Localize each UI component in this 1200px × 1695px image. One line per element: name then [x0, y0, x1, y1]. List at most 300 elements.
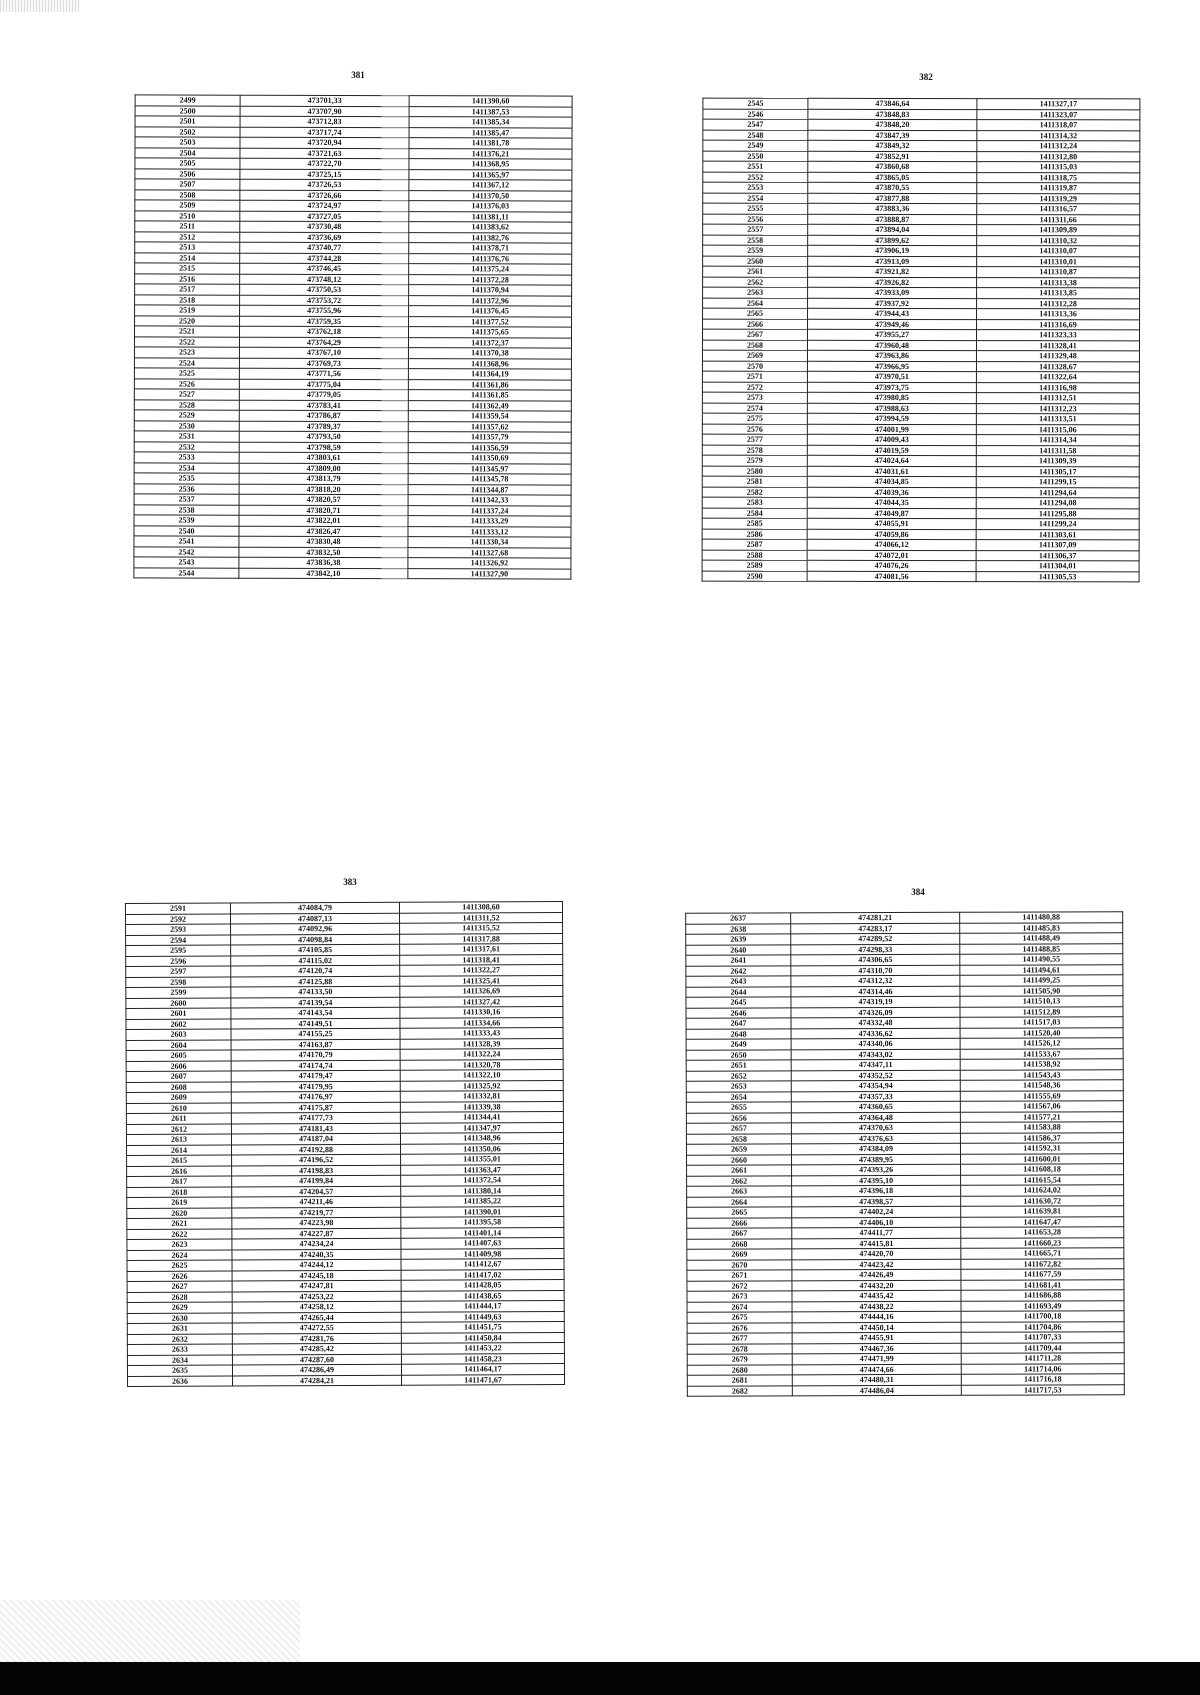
- y-coordinate-cell: 1411357,62: [408, 421, 571, 432]
- y-coordinate-cell: 1411363,47: [401, 1164, 564, 1175]
- y-coordinate-cell: 1411370,38: [408, 348, 571, 359]
- x-coordinate-cell: 473779,05: [239, 389, 408, 400]
- y-coordinate-cell: 1411450,84: [401, 1332, 564, 1343]
- y-coordinate-cell: 1411317,88: [400, 933, 563, 944]
- y-coordinate-cell: 1411368,95: [409, 159, 572, 170]
- coordinates-table-383: [125, 901, 565, 1387]
- x-coordinate-cell: 474001,99: [807, 424, 976, 435]
- y-coordinate-cell: 1411365,97: [409, 169, 572, 180]
- y-coordinate-cell: 1411709,44: [961, 1342, 1124, 1353]
- point-number-cell: 2576: [702, 424, 807, 435]
- point-number-cell: 2594: [126, 934, 231, 945]
- point-number-cell: 2681: [687, 1375, 792, 1386]
- point-number-cell: 2611: [126, 1113, 231, 1124]
- point-number-cell: 2682: [687, 1385, 792, 1396]
- page-number-383: 383: [343, 877, 357, 887]
- point-number-cell: 2536: [134, 483, 239, 494]
- x-coordinate-cell: 473963,86: [807, 350, 976, 361]
- x-coordinate-cell: 473722,70: [240, 158, 409, 169]
- x-coordinate-cell: 474227,87: [232, 1228, 401, 1239]
- table-row: [702, 382, 1139, 393]
- table-row: [702, 466, 1139, 477]
- y-coordinate-cell: 1411312,51: [976, 393, 1139, 404]
- x-coordinate-cell: 474087,13: [230, 913, 399, 924]
- x-coordinate-cell: 473877,88: [808, 193, 977, 204]
- y-coordinate-cell: 1411499,25: [960, 975, 1123, 986]
- point-number-cell: 2543: [134, 557, 239, 568]
- x-coordinate-cell: 474306,65: [791, 954, 960, 965]
- point-number-cell: 2540: [134, 525, 239, 536]
- x-coordinate-cell: 473860,68: [808, 161, 977, 172]
- x-coordinate-cell: 473755,96: [240, 305, 409, 316]
- y-coordinate-cell: 1411344,41: [400, 1112, 563, 1123]
- point-number-cell: 2572: [702, 382, 807, 393]
- x-coordinate-cell: 474125,88: [231, 976, 400, 987]
- x-coordinate-cell: 473767,10: [239, 347, 408, 358]
- x-coordinate-cell: 474175,87: [231, 1102, 400, 1113]
- x-coordinate-cell: 474223,98: [232, 1217, 401, 1228]
- table-row: [703, 182, 1140, 193]
- point-number-cell: 2502: [135, 126, 240, 137]
- point-number-cell: 2575: [702, 413, 807, 424]
- point-number-cell: 2678: [687, 1343, 792, 1354]
- table-row: [702, 539, 1139, 550]
- point-number-cell: 2550: [703, 151, 808, 162]
- coordinates-table-384: [685, 911, 1125, 1397]
- x-coordinate-cell: 473830,48: [239, 536, 408, 547]
- y-coordinate-cell: 1411653,28: [961, 1227, 1124, 1238]
- point-number-cell: 2589: [702, 560, 807, 571]
- point-number-cell: 2628: [127, 1291, 232, 1302]
- x-coordinate-cell: 474234,24: [232, 1238, 401, 1249]
- point-number-cell: 2629: [127, 1302, 232, 1313]
- y-coordinate-cell: 1411376,76: [409, 253, 572, 264]
- point-number-cell: 2531: [134, 431, 239, 442]
- y-coordinate-cell: 1411327,17: [977, 99, 1140, 110]
- point-number-cell: 2558: [703, 235, 808, 246]
- x-coordinate-cell: 473721,63: [240, 148, 409, 159]
- y-coordinate-cell: 1411714,06: [961, 1363, 1124, 1374]
- y-coordinate-cell: 1411428,05: [401, 1280, 564, 1291]
- point-number-cell: 2574: [702, 403, 807, 414]
- y-coordinate-cell: 1411310,87: [977, 267, 1140, 278]
- point-number-cell: 2571: [702, 371, 807, 382]
- point-number-cell: 2564: [703, 298, 808, 309]
- y-coordinate-cell: 1411453,22: [401, 1343, 564, 1354]
- y-coordinate-cell: 1411555,69: [960, 1090, 1123, 1101]
- table-row: [128, 1374, 565, 1386]
- x-coordinate-cell: 474177,73: [231, 1112, 400, 1123]
- y-coordinate-cell: 1411312,24: [977, 141, 1140, 152]
- x-coordinate-cell: 473813,79: [239, 473, 408, 484]
- point-number-cell: 2665: [687, 1207, 792, 1218]
- y-coordinate-cell: 1411310,07: [977, 246, 1140, 257]
- y-coordinate-cell: 1411319,29: [977, 193, 1140, 204]
- point-number-cell: 2635: [127, 1365, 232, 1376]
- point-number-cell: 2573: [702, 392, 807, 403]
- point-number-cell: 2554: [703, 193, 808, 204]
- y-coordinate-cell: 1411543,43: [960, 1069, 1123, 1080]
- y-coordinate-cell: 1411376,21: [409, 148, 572, 159]
- point-number-cell: 2555: [703, 203, 808, 214]
- y-coordinate-cell: 1411342,33: [408, 495, 571, 506]
- x-coordinate-cell: 473955,27: [808, 329, 977, 340]
- point-number-cell: 2653: [686, 1081, 791, 1092]
- y-coordinate-cell: 1411316,98: [976, 382, 1139, 393]
- point-number-cell: 2650: [686, 1049, 791, 1060]
- y-coordinate-cell: 1411334,66: [400, 1017, 563, 1028]
- table-row: [703, 266, 1140, 277]
- point-number-cell: 2545: [703, 98, 808, 109]
- x-coordinate-cell: 474474,66: [792, 1364, 961, 1375]
- point-number-cell: 2632: [127, 1333, 232, 1344]
- y-coordinate-cell: 1411318,75: [977, 172, 1140, 183]
- point-number-cell: 2551: [703, 161, 808, 172]
- x-coordinate-cell: 473847,39: [808, 130, 977, 141]
- point-number-cell: 2524: [134, 357, 239, 368]
- y-coordinate-cell: 1411320,78: [400, 1059, 563, 1070]
- table-row: [703, 193, 1140, 204]
- table-row: [703, 235, 1140, 246]
- y-coordinate-cell: 1411322,10: [400, 1070, 563, 1081]
- y-coordinate-cell: 1411339,38: [400, 1101, 563, 1112]
- y-coordinate-cell: 1411660,23: [961, 1237, 1124, 1248]
- y-coordinate-cell: 1411294,08: [976, 498, 1139, 509]
- x-coordinate-cell: 473883,36: [808, 203, 977, 214]
- point-number-cell: 2585: [702, 518, 807, 529]
- table-row: [703, 277, 1140, 288]
- table-row: [702, 571, 1139, 582]
- point-number-cell: 2529: [134, 410, 239, 421]
- point-number-cell: 2670: [687, 1259, 792, 1270]
- table-row: [703, 203, 1140, 214]
- y-coordinate-cell: 1411412,67: [401, 1259, 564, 1270]
- y-coordinate-cell: 1411458,23: [401, 1353, 564, 1364]
- point-number-cell: 2654: [686, 1091, 791, 1102]
- x-coordinate-cell: 474444,16: [792, 1311, 961, 1322]
- point-number-cell: 2601: [126, 1008, 231, 1019]
- y-coordinate-cell: 1411315,06: [976, 424, 1139, 435]
- y-coordinate-cell: 1411380,14: [401, 1185, 564, 1196]
- y-coordinate-cell: 1411381,11: [409, 211, 572, 222]
- point-number-cell: 2527: [134, 389, 239, 400]
- x-coordinate-cell: 473944,43: [808, 308, 977, 319]
- y-coordinate-cell: 1411333,12: [408, 526, 571, 537]
- table-row: [703, 172, 1140, 183]
- point-number-cell: 2620: [127, 1207, 232, 1218]
- y-coordinate-cell: 1411305,53: [976, 571, 1139, 582]
- y-coordinate-cell: 1411538,92: [960, 1059, 1123, 1070]
- x-coordinate-cell: 473848,20: [808, 119, 977, 130]
- x-coordinate-cell: 473846,64: [808, 98, 977, 109]
- x-coordinate-cell: 474019,59: [807, 445, 976, 456]
- x-coordinate-cell: 474059,86: [807, 529, 976, 540]
- x-coordinate-cell: 474360,65: [791, 1101, 960, 1112]
- x-coordinate-cell: 473701,33: [240, 95, 409, 106]
- point-number-cell: 2582: [702, 487, 807, 498]
- y-coordinate-cell: 1411494,61: [960, 964, 1123, 975]
- y-coordinate-cell: 1411348,96: [400, 1133, 563, 1144]
- point-number-cell: 2642: [686, 965, 791, 976]
- y-coordinate-cell: 1411390,01: [401, 1206, 564, 1217]
- y-coordinate-cell: 1411677,59: [961, 1269, 1124, 1280]
- y-coordinate-cell: 1411362,49: [408, 400, 571, 411]
- y-coordinate-cell: 1411438,65: [401, 1290, 564, 1301]
- point-number-cell: 2675: [687, 1312, 792, 1323]
- point-number-cell: 2625: [127, 1260, 232, 1271]
- point-number-cell: 2596: [126, 955, 231, 966]
- table-row: [702, 497, 1139, 508]
- y-coordinate-cell: 1411385,34: [409, 117, 572, 128]
- point-number-cell: 2679: [687, 1354, 792, 1365]
- point-number-cell: 2537: [134, 494, 239, 505]
- y-coordinate-cell: 1411326,69: [400, 986, 563, 997]
- y-coordinate-cell: 1411314,34: [976, 435, 1139, 446]
- point-number-cell: 2647: [686, 1018, 791, 1029]
- y-coordinate-cell: 1411647,47: [961, 1216, 1124, 1227]
- x-coordinate-cell: 474289,52: [791, 933, 960, 944]
- point-number-cell: 2608: [126, 1081, 231, 1092]
- x-coordinate-cell: 474389,95: [792, 1154, 961, 1165]
- x-coordinate-cell: 473848,83: [808, 109, 977, 120]
- point-number-cell: 2657: [686, 1123, 791, 1134]
- y-coordinate-cell: 1411600,01: [960, 1153, 1123, 1164]
- point-number-cell: 2648: [686, 1028, 791, 1039]
- x-coordinate-cell: 474034,85: [807, 476, 976, 487]
- point-number-cell: 2586: [702, 529, 807, 540]
- point-number-cell: 2515: [135, 263, 240, 274]
- x-coordinate-cell: 474406,10: [792, 1217, 961, 1228]
- point-number-cell: 2547: [703, 119, 808, 130]
- point-number-cell: 2630: [127, 1312, 232, 1323]
- scan-border: [0, 1662, 1200, 1695]
- point-number-cell: 2580: [702, 466, 807, 477]
- x-coordinate-cell: 473933,09: [808, 287, 977, 298]
- point-number-cell: 2641: [686, 955, 791, 966]
- point-number-cell: 2539: [134, 515, 239, 526]
- table-row: [703, 308, 1140, 319]
- point-number-cell: 2593: [126, 924, 231, 935]
- x-coordinate-cell: 473888,87: [808, 214, 977, 225]
- y-coordinate-cell: 1411330,16: [400, 1007, 563, 1018]
- y-coordinate-cell: 1411615,54: [961, 1174, 1124, 1185]
- table-row: [702, 455, 1139, 466]
- x-coordinate-cell: 474376,63: [791, 1133, 960, 1144]
- x-coordinate-cell: 473921,82: [808, 266, 977, 277]
- x-coordinate-cell: 473759,35: [240, 316, 409, 327]
- y-coordinate-cell: 1411608,18: [961, 1164, 1124, 1175]
- y-coordinate-cell: 1411390,60: [409, 96, 572, 107]
- table-row: [687, 1384, 1124, 1396]
- y-coordinate-cell: 1411313,51: [976, 414, 1139, 425]
- point-number-cell: 2560: [703, 256, 808, 267]
- point-number-cell: 2535: [134, 473, 239, 484]
- point-number-cell: 2534: [134, 462, 239, 473]
- page-number-381: 381: [351, 70, 365, 80]
- point-number-cell: 2541: [134, 536, 239, 547]
- x-coordinate-cell: 473750,53: [240, 284, 409, 295]
- x-coordinate-cell: 473937,92: [808, 298, 977, 309]
- y-coordinate-cell: 1411526,12: [960, 1038, 1123, 1049]
- x-coordinate-cell: 474024,64: [807, 455, 976, 466]
- y-coordinate-cell: 1411717,53: [961, 1384, 1124, 1395]
- y-coordinate-cell: 1411328,67: [976, 361, 1139, 372]
- x-coordinate-cell: 473894,04: [808, 224, 977, 235]
- point-number-cell: 2512: [135, 231, 240, 242]
- x-coordinate-cell: 473832,50: [239, 547, 408, 558]
- point-number-cell: 2599: [126, 987, 231, 998]
- y-coordinate-cell: 1411313,38: [977, 277, 1140, 288]
- point-number-cell: 2577: [702, 434, 807, 445]
- point-number-cell: 2627: [127, 1281, 232, 1292]
- x-coordinate-cell: 474298,33: [791, 944, 960, 955]
- table-row: [702, 350, 1139, 361]
- point-number-cell: 2583: [702, 497, 807, 508]
- x-coordinate-cell: 474192,88: [232, 1144, 401, 1155]
- y-coordinate-cell: 1411309,39: [976, 456, 1139, 467]
- table-row: [702, 445, 1139, 456]
- table-row: [703, 109, 1140, 120]
- point-number-cell: 2652: [686, 1070, 791, 1081]
- y-coordinate-cell: 1411490,55: [960, 954, 1123, 965]
- y-coordinate-cell: 1411295,88: [976, 508, 1139, 519]
- point-number-cell: 2526: [134, 378, 239, 389]
- y-coordinate-cell: 1411308,60: [399, 902, 562, 913]
- y-coordinate-cell: 1411381,78: [409, 138, 572, 149]
- point-number-cell: 2637: [686, 913, 791, 924]
- x-coordinate-cell: 474450,14: [792, 1322, 961, 1333]
- x-coordinate-cell: 474258,12: [232, 1301, 401, 1312]
- coordinates-table-381: [133, 94, 572, 579]
- y-coordinate-cell: 1411327,42: [400, 996, 563, 1007]
- y-coordinate-cell: 1411370,50: [409, 190, 572, 201]
- point-number-cell: 2579: [702, 455, 807, 466]
- y-coordinate-cell: 1411583,88: [960, 1122, 1123, 1133]
- y-coordinate-cell: 1411316,57: [977, 204, 1140, 215]
- x-coordinate-cell: 474286,49: [232, 1364, 401, 1375]
- x-coordinate-cell: 473803,61: [239, 452, 408, 463]
- y-coordinate-cell: 1411520,40: [960, 1027, 1123, 1038]
- y-coordinate-cell: 1411407,63: [401, 1238, 564, 1249]
- x-coordinate-cell: 474467,36: [792, 1343, 961, 1354]
- point-number-cell: 2542: [134, 546, 239, 557]
- x-coordinate-cell: 474219,77: [232, 1207, 401, 1218]
- x-coordinate-cell: 473762,18: [240, 326, 409, 337]
- point-number-cell: 2519: [135, 305, 240, 316]
- x-coordinate-cell: 474179,95: [231, 1081, 400, 1092]
- point-number-cell: 2640: [686, 944, 791, 955]
- point-number-cell: 2646: [686, 1007, 791, 1018]
- point-number-cell: 2662: [687, 1175, 792, 1186]
- point-number-cell: 2587: [702, 539, 807, 550]
- x-coordinate-cell: 474143,54: [231, 1007, 400, 1018]
- x-coordinate-cell: 474076,26: [807, 560, 976, 571]
- x-coordinate-cell: 474181,43: [231, 1123, 400, 1134]
- point-number-cell: 2612: [126, 1123, 231, 1134]
- y-coordinate-cell: 1411318,41: [400, 954, 563, 965]
- point-number-cell: 2532: [134, 441, 239, 452]
- y-coordinate-cell: 1411704,86: [961, 1321, 1124, 1332]
- y-coordinate-cell: 1411409,98: [401, 1248, 564, 1259]
- point-number-cell: 2591: [125, 903, 230, 914]
- x-coordinate-cell: 473771,56: [239, 368, 408, 379]
- point-number-cell: 2656: [686, 1112, 791, 1123]
- point-number-cell: 2506: [135, 168, 240, 179]
- y-coordinate-cell: 1411401,14: [401, 1227, 564, 1238]
- x-coordinate-cell: 474402,24: [792, 1206, 961, 1217]
- x-coordinate-cell: 474480,31: [792, 1374, 961, 1385]
- x-coordinate-cell: 474283,17: [791, 923, 960, 934]
- y-coordinate-cell: 1411361,86: [408, 379, 571, 390]
- x-coordinate-cell: 474284,21: [233, 1375, 402, 1386]
- x-coordinate-cell: 473966,95: [807, 361, 976, 372]
- point-number-cell: 2604: [126, 1039, 231, 1050]
- x-coordinate-cell: 474098,84: [231, 934, 400, 945]
- table-row: [702, 413, 1139, 424]
- x-coordinate-cell: 474031,61: [807, 466, 976, 477]
- x-coordinate-cell: 474115,02: [231, 955, 400, 966]
- y-coordinate-cell: 1411488,85: [960, 943, 1123, 954]
- y-coordinate-cell: 1411325,41: [400, 975, 563, 986]
- point-number-cell: 2619: [127, 1197, 232, 1208]
- table-row: [702, 487, 1139, 498]
- y-coordinate-cell: 1411471,67: [402, 1374, 565, 1385]
- x-coordinate-cell: 474281,21: [791, 912, 960, 923]
- point-number-cell: 2567: [703, 329, 808, 340]
- point-number-cell: 2544: [134, 567, 239, 578]
- y-coordinate-cell: 1411449,63: [401, 1311, 564, 1322]
- y-coordinate-cell: 1411693,49: [961, 1300, 1124, 1311]
- x-coordinate-cell: 474393,26: [792, 1164, 961, 1175]
- point-number-cell: 2623: [127, 1239, 232, 1250]
- table-row: [134, 567, 571, 579]
- x-coordinate-cell: 474352,52: [791, 1070, 960, 1081]
- y-coordinate-cell: 1411567,06: [960, 1101, 1123, 1112]
- y-coordinate-cell: 1411310,32: [977, 235, 1140, 246]
- point-number-cell: 2556: [703, 214, 808, 225]
- y-coordinate-cell: 1411327,68: [408, 547, 571, 558]
- point-number-cell: 2617: [127, 1176, 232, 1187]
- x-coordinate-cell: 474347,11: [791, 1059, 960, 1070]
- point-number-cell: 2672: [687, 1280, 792, 1291]
- table-row: [703, 98, 1140, 109]
- x-coordinate-cell: 473960,48: [807, 340, 976, 351]
- y-coordinate-cell: 1411533,67: [960, 1048, 1123, 1059]
- x-coordinate-cell: 474272,55: [232, 1322, 401, 1333]
- x-coordinate-cell: 474411,77: [792, 1227, 961, 1238]
- x-coordinate-cell: 474139,54: [231, 997, 400, 1008]
- y-coordinate-cell: 1411387,53: [409, 106, 572, 117]
- point-number-cell: 2660: [687, 1154, 792, 1165]
- y-coordinate-cell: 1411315,52: [400, 923, 563, 934]
- page-number-384: 384: [911, 887, 925, 897]
- point-number-cell: 2677: [687, 1333, 792, 1344]
- x-coordinate-cell: 474281,76: [232, 1333, 401, 1344]
- point-number-cell: 2533: [134, 452, 239, 463]
- y-coordinate-cell: 1411395,58: [401, 1217, 564, 1228]
- point-number-cell: 2584: [702, 508, 807, 519]
- x-coordinate-cell: 474049,87: [807, 508, 976, 519]
- y-coordinate-cell: 1411332,81: [400, 1091, 563, 1102]
- x-coordinate-cell: 473809,00: [239, 463, 408, 474]
- x-coordinate-cell: 474072,01: [807, 550, 976, 561]
- point-number-cell: 2505: [135, 158, 240, 169]
- table-row: [702, 361, 1139, 372]
- y-coordinate-cell: 1411311,58: [976, 445, 1139, 456]
- point-number-cell: 2631: [127, 1323, 232, 1334]
- y-coordinate-cell: 1411317,61: [400, 944, 563, 955]
- x-coordinate-cell: 473899,62: [808, 235, 977, 246]
